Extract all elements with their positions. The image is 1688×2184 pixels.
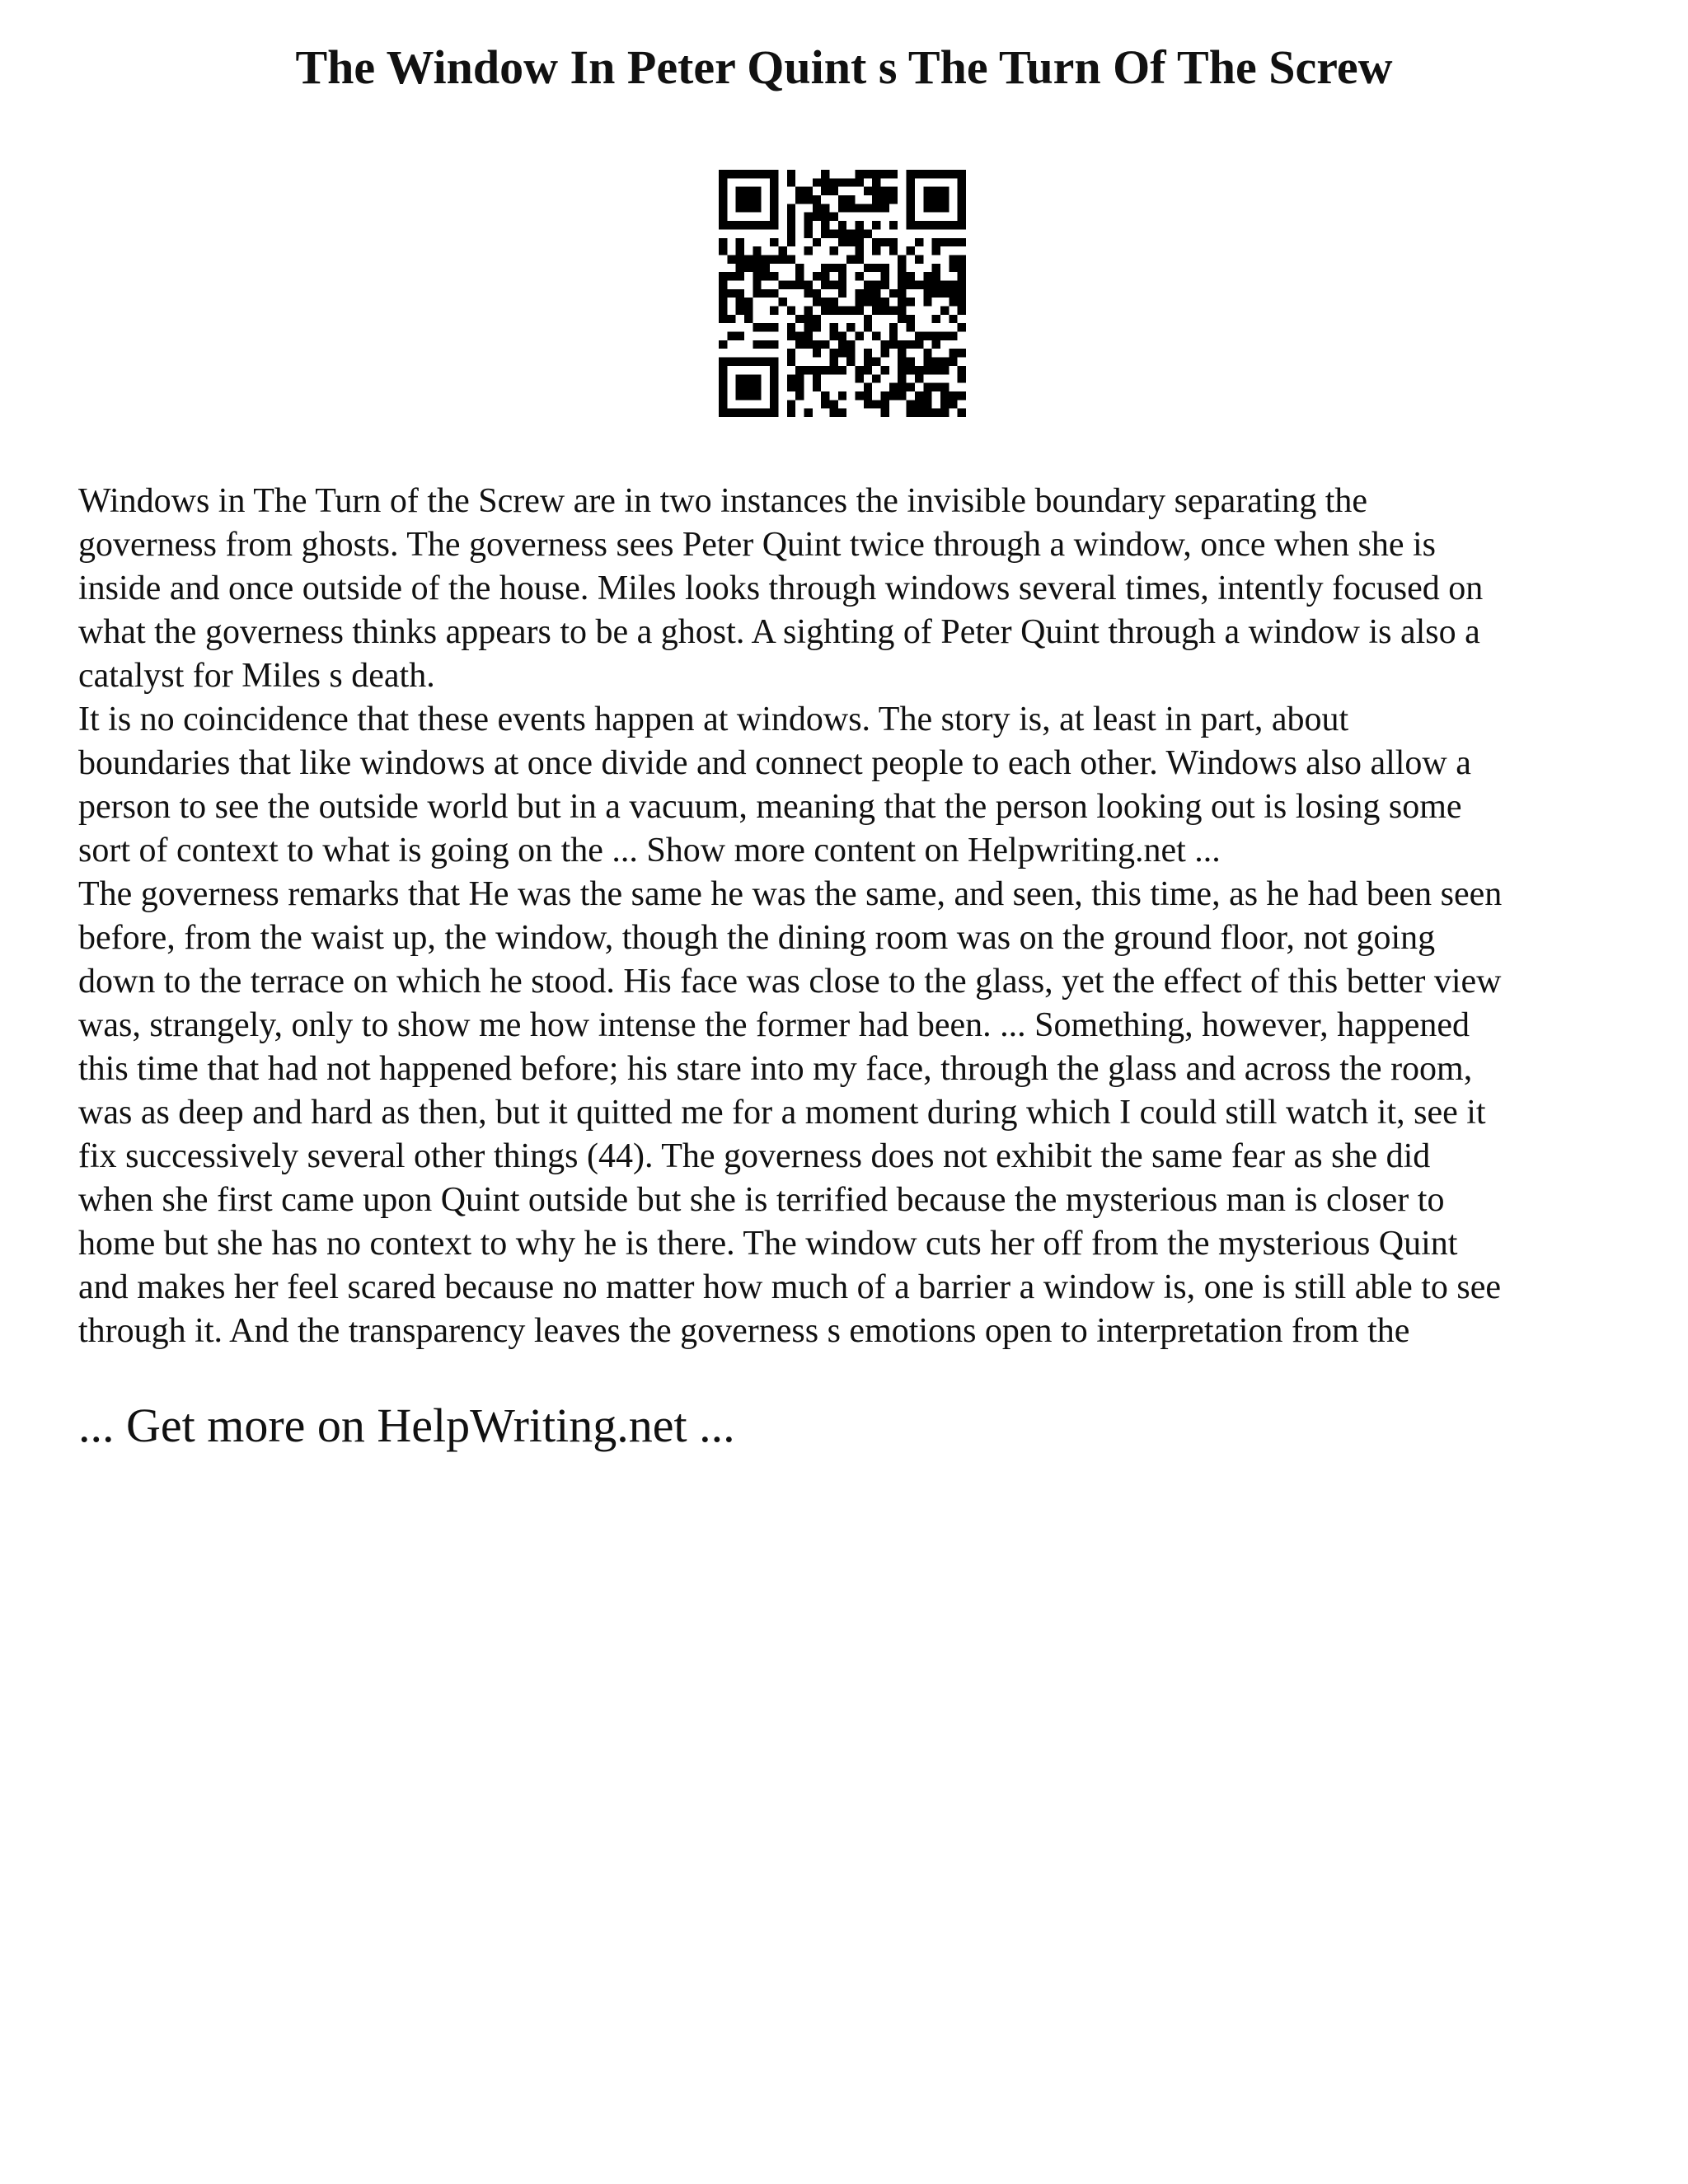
body-line: when she first came upon Quint outside but she is terrified because the mysterious man is closer to [78,1181,1445,1219]
body-line: boundaries that like windows at once divide and connect people to each other. Windows also allow a [78,744,1471,782]
get-more-link[interactable]: ... Get more on HelpWriting.net ... [78,1399,735,1452]
body-line: inside and once outside of the house. Miles looks through windows several times, intently focused on [78,569,1484,607]
body-line: The governess remarks that He was the same he was the same, and seen, this time, as he had been seen [78,875,1503,913]
body-line: through it. And the transparency leaves the governess s emotions open to interpretation from the [78,1312,1410,1350]
body-line: person to see the outside world but in a vacuum, meaning that the person looking out is losing some [78,788,1462,826]
body-line: Windows in The Turn of the Screw are in two instances the invisible boundary separating the [78,482,1368,520]
article-body [78,480,1628,1353]
body-line: what the governess thinks appears to be a ghost. A sighting of Peter Quint through a window is also a [78,613,1480,651]
body-line: It is no coincidence that these events happen at windows. The story is, at least in part, about [78,701,1349,738]
body-line: was as deep and hard as then, but it quitted me for a moment during which I could still watch it, see it [78,1094,1486,1132]
body-line: governess from ghosts. The governess sees Peter Quint twice through a window, once when she is [78,526,1437,564]
show-more-line[interactable]: sort of context to what is going on the ... Show more content on Helpwriting.net ... [78,832,1221,869]
qr-code-icon [719,170,966,417]
body-line: down to the terrace on which he stood. His face was close to the glass, yet the effect of this better view [78,963,1502,1001]
body-line: was, strangely, only to show me how intense the former had been. ... Something, however, happened [78,1006,1470,1044]
body-line: catalyst for Miles s death. [78,657,435,695]
body-line: fix successively several other things (44). The governess does not exhibit the same fear as she did [78,1137,1431,1175]
body-line: this time that had not happened before; his stare into my face, through the glass and across the room, [78,1050,1473,1088]
body-line: before, from the waist up, the window, though the dining room was on the ground floor, not going [78,919,1436,957]
body-line: and makes her feel scared because no matter how much of a barrier a window is, one is still able to see [78,1268,1502,1306]
body-line: home but she has no context to why he is there. The window cuts her off from the mysterious Quint [78,1225,1458,1263]
page-title: The Window In Peter Quint s The Turn Of The Screw [295,40,1393,94]
